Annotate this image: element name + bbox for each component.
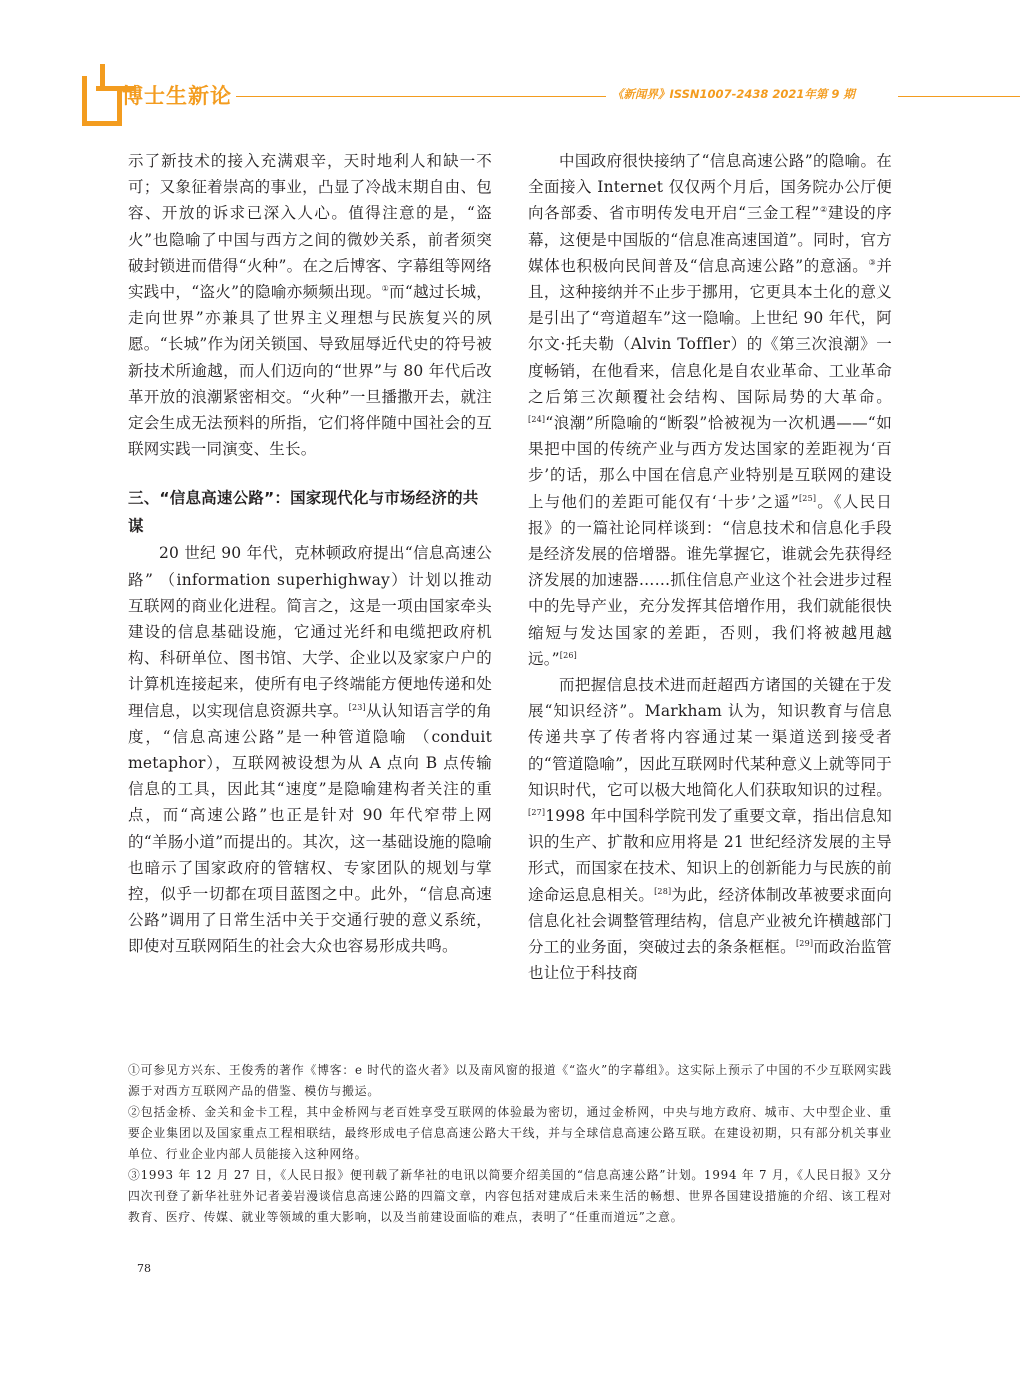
- header-rule: [236, 96, 606, 97]
- footnote-ref: ①: [381, 284, 390, 294]
- citation-ref: [27]: [528, 808, 546, 818]
- section-name: 博士生新论: [122, 84, 232, 108]
- page-header: [0, 60, 1020, 130]
- footnote-ref: ②: [819, 205, 828, 215]
- citation-ref: [23]: [348, 702, 366, 712]
- section-heading: 三、“信息高速公路”：国家现代化与市场经济的共谋: [128, 489, 479, 536]
- body-paragraph: 而把握信息技术进而赶超西方诸国的关键在于发展“知识经济”。Markham 认为，知识教育与信息传递共享了传者将内容通过某一渠道送到接受者的“管道隐喻”，因此互联网时代某种意义上就等同于知识时代，它可以极大地简化人们获取知识的过程。[27]1998 年中国科学院刊发了重要文章，指出信息知识的生产、扩散和应用将是 21 世纪经济发展的主导形式，而国家在技术、知识上的创新能力与民族的前途命运息息相关。[28]为此，经济体制改革被要求面向信息化社会调整管理结构，信息产业被允许横越部门分工的业务面，突破过去的条条框框。[29]而政治监管也让位于科技商: [528, 676, 892, 983]
- citation-ref: [28]: [654, 886, 672, 896]
- footnote-1: ①可参见方兴东、王俊秀的著作《博客：e 时代的盗火者》以及南风窗的报道《“盗火”的字幕组》。这实际上预示了中国的不少互联网实践源于对西方互联网产品的借鉴、模仿与搬运。: [128, 1063, 892, 1098]
- citation-ref: [25]: [798, 493, 817, 503]
- footnote-ref: ③: [868, 257, 877, 267]
- footnote-3: ③1993 年 12 月 27 日，《人民日报》便刊载了新华社的电讯以简要介绍美国的“信息高速公路”计划。1994 年 7 月，《人民日报》又分四次刊登了新华社驻外记者姜岩漫谈信息高速公路的四篇文章，内容包括对建成后未来生活的畅想、世界各国建设措施的介绍、该工程对教育、医疗、传媒、就业等领域的重大影响，以及当前建设面临的难点，表明了“任重而道远”之意。: [128, 1168, 892, 1224]
- journal-info: 《新闻界》ISSN1007-2438 2021年第 9 期: [612, 87, 855, 101]
- citation-ref: [29]: [795, 939, 814, 949]
- header-rule: [898, 96, 1020, 97]
- page-number: 78: [137, 1262, 151, 1275]
- citation-ref: [24]: [528, 415, 546, 425]
- citation-ref: [26]: [559, 650, 578, 660]
- body-paragraph: 示了新技术的接入充满艰辛，天时地利人和缺一不可；又象征着崇高的事业，凸显了冷战末期自由、包容、开放的诉求已深入人心。值得注意的是，“盗火”也隐喻了中国与西方之间的微妙关系，前者须突破封锁进而借得“火种”。在之后博客、字幕组等网络实践中，“盗火”的隐喻亦频频出现。①而“越过长城，走向世界”亦兼具了世界主义理想与民族复兴的夙愿。“长城”作为闭关锁国、导致屈辱近代史的符号被新技术所逾越，而人们迈向的“世界”与 80 年代后改革开放的浪潮紧密相交。“火种”一旦播撒开去，就注定会生成无法预料的所指，它们将伴随中国社会的互联网实践一同演变、生长。: [128, 152, 493, 459]
- footnotes: [128, 1060, 892, 1228]
- right-column: [528, 148, 892, 987]
- left-column: [128, 148, 492, 960]
- footnote-2: ②包括金桥、金关和金卡工程，其中金桥网与老百姓享受互联网的体验最为密切，通过金桥网，中央与地方政府、城市、大中型企业、重要企业集团以及国家重点工程相联结，最终形成电子信息高速公路大干线，并与全球信息高速公路互联。在建设初期，只有部分机关事业单位、行业企业内部人员能接入这种网络。: [128, 1105, 892, 1161]
- body-paragraph: 中国政府很快接纳了“信息高速公路”的隐喻。在全面接入 Internet 仅仅两个月后，国务院办公厅便向各部委、省市明传发电开启“三金工程”②建设的序幕，这便是中国版的“信息准高速国道”。同时，官方媒体也积极向民间普及“信息高速公路”的意涵。③并且，这种接纳并不止步于挪用，它更具本土化的意义是引出了“弯道超车”这一隐喻。上世纪 90 年代，阿尔文·托夫勒（Alvin Toffler）的《第三次浪潮》一度畅销，在他看来，信息化是自农业革命、工业革命之后第三次颠覆社会结构、国际局势的大革命。[24]“浪潮”所隐喻的“断裂”恰被视为一次机遇——“如果把中国的传统产业与西方发达国家的差距视为‘百步’的话，那么中国在信息产业特别是互联网的建设上与他们的差距可能仅有‘十步’之遥”[25]。《人民日报》的一篇社论同样谈到：“信息技术和信息化手段是经济发展的倍增器。谁先掌握它，谁就会先获得经济发展的加速器……抓住信息产业这个社会进步过程中的先导产业，充分发挥其倍增作用，我们就能很快缩短与发达国家的差距，否则，我们将被越甩越远。”[26]: [528, 152, 893, 668]
- body-paragraph: 20 世纪 90 年代，克林顿政府提出“信息高速公路” （information superhighway）计划以推动互联网的商业化进程。简言之，这是一项由国家牵头建设的信息基础设施，它通过光纤和电缆把政府机构、科研单位、图书馆、大学、企业以及家家户户的计算机连接起来，使所有电子终端能方便地传递和处理信息，以实现信息资源共享。[23]从认知语言学的角度，“信息高速公路”是一种管道隐喻 （conduit metaphor），互联网被设想为从 A 点向 B 点传输信息的工具，因此其“速度”是隐喻建构者关注的重点，而“高速公路”也正是针对 90 年代窄带上网的“羊肠小道”而提出的。其次，这一基础设施的隐喻也暗示了国家政府的管辖权、专家团队的规划与掌控，似乎一切都在项目蓝图之中。此外，“信息高速公路”调用了日常生活中关于交通行驶的意义系统，即使对互联网陌生的社会大众也容易形成共鸣。: [128, 544, 492, 956]
